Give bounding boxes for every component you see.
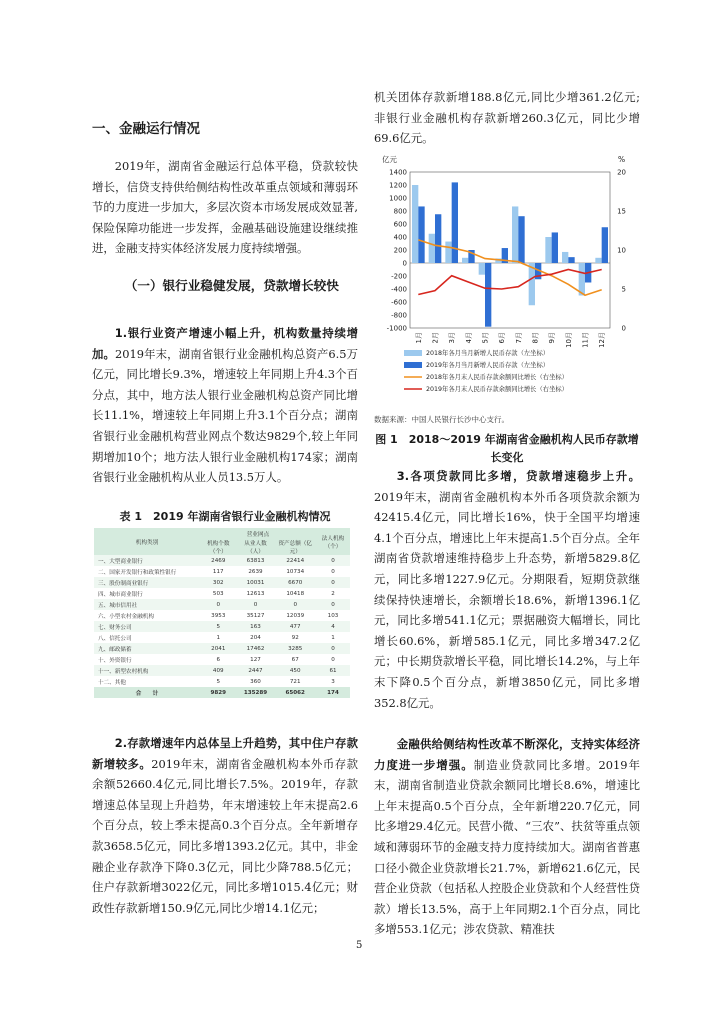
- col-header-type: 机构类别: [94, 528, 200, 555]
- row-count: 5: [200, 676, 237, 687]
- row-legal: 61: [316, 665, 350, 676]
- row-staff: 10031: [237, 577, 275, 588]
- line-2019-growth: [418, 270, 601, 295]
- row-legal: 103: [316, 610, 350, 621]
- col-header-group: 营业网点: [200, 528, 316, 539]
- paragraph-3-lead: 3.各项贷款同比多增，贷款增速稳步上升。: [396, 469, 640, 483]
- row-legal: 0: [316, 654, 350, 665]
- intro-paragraph: 2019年，湖南省金融运行总体平稳，贷款较快增长，信贷支持供给侧结构性改革重点领域和薄弱环节的力度进一步加大，多层次资本市场发展成效显著,保险保障功能进一步发挥，金融基础设施建设继续推进，金融支持实体经济发展力度持续增强。: [92, 159, 358, 256]
- table-row: [94, 577, 350, 588]
- right-tick-label: 10: [617, 246, 626, 255]
- row-name: 十、外资银行: [94, 654, 200, 665]
- row-name: 九、邮政储蓄: [94, 643, 200, 654]
- x-tick-label: 1月: [414, 332, 423, 344]
- row-name: 一、大型商业银行: [94, 555, 200, 566]
- row-count: 409: [200, 665, 237, 676]
- bar-2018: [529, 263, 535, 305]
- row-assets: 721: [274, 676, 316, 687]
- row-name: 四、城市商业银行: [94, 588, 200, 599]
- table-total-row: [94, 687, 350, 698]
- legend-label: 2018年各月末人民币存款余额同比增长（右坐标）: [426, 374, 568, 381]
- row-name: 三、股份制商业银行: [94, 577, 200, 588]
- table-row: [94, 588, 350, 599]
- total-count: 9829: [200, 687, 237, 698]
- x-tick-label: 5月: [481, 332, 490, 344]
- bar-2019: [485, 263, 491, 327]
- left-tick-label: 600: [393, 220, 407, 229]
- table-row: [94, 632, 350, 643]
- paragraph-3: [374, 466, 640, 713]
- bar-2018: [429, 234, 435, 263]
- x-tick-label: 4月: [464, 332, 473, 344]
- x-tick-label: 7月: [514, 332, 523, 344]
- table-title: 表 1 2019 年湖南省银行业金融机构情况: [119, 510, 331, 523]
- row-legal: 2: [316, 588, 350, 599]
- table-row: [94, 599, 350, 610]
- table-row: [94, 665, 350, 676]
- row-name: 五、城市信用社: [94, 599, 200, 610]
- row-legal: 0: [316, 566, 350, 577]
- bar-2018: [445, 242, 451, 263]
- table-row: [94, 654, 350, 665]
- bar-2018: [545, 237, 551, 263]
- row-legal: 0: [316, 599, 350, 610]
- right-axis-unit: %: [618, 155, 626, 164]
- row-name: 六、小型农村金融机构: [94, 610, 200, 621]
- left-tick-label: 1400: [389, 168, 407, 177]
- row-assets: 450: [274, 665, 316, 676]
- table-row: [94, 566, 350, 577]
- paragraph-2-continued: 机关团体存款新增188.8亿元,同比少增361.2亿元;非银行业金融机构存款新增260.3亿元，同比少增69.6亿元。: [374, 90, 640, 146]
- row-name: 十二、其他: [94, 676, 200, 687]
- bar-2018: [562, 252, 568, 263]
- bar-2019: [602, 227, 608, 263]
- paragraph-2: [92, 733, 358, 918]
- deposit-growth-chart: [374, 150, 640, 412]
- row-count: 3953: [200, 610, 237, 621]
- bar-2018: [462, 258, 468, 263]
- row-count: 503: [200, 588, 237, 599]
- row-legal: 0: [316, 643, 350, 654]
- subsection-title: （一）银行业稳健发展，贷款增长较快: [124, 278, 339, 293]
- total-label: 合 计: [94, 687, 200, 698]
- left-tick-label: 0: [402, 259, 407, 268]
- x-tick-label: 9月: [548, 332, 557, 344]
- row-count: 0: [200, 599, 237, 610]
- total-legal: 174: [316, 687, 350, 698]
- left-tick-label: 400: [393, 233, 407, 242]
- x-tick-label: 2月: [431, 332, 440, 344]
- left-tick-label: 800: [393, 207, 407, 216]
- row-staff: 204: [237, 632, 275, 643]
- row-staff: 12613: [237, 588, 275, 599]
- legend-label: 2018年各月当月新增人民币存款（左坐标）: [426, 350, 550, 357]
- x-tick-label: 10月: [564, 332, 573, 348]
- right-tick-label: 15: [617, 207, 626, 216]
- row-assets: 10418: [274, 588, 316, 599]
- right-tick-label: 5: [621, 285, 626, 294]
- x-tick-label: 12月: [598, 332, 607, 348]
- bar-2019: [518, 216, 524, 263]
- bar-2019: [568, 257, 574, 263]
- paragraph-1-text: 2019年末，湖南省银行业金融机构总资产6.5万亿元，同比增长9.3%，增速较上年同期上升4.3个百分点，其中，地方法人银行业金融机构总资产同比增长11.1%，增速较上年同期上升3.1个百分点；湖南省银行业金融机构营业网点个数达9829个,较上年同期增加10个；地方法人银行业金融机构174家；湖南省银行业金融机构从业人员13.5万人。: [92, 346, 358, 485]
- left-tick-label: -600: [391, 298, 407, 307]
- left-axis-unit: 亿元: [382, 155, 397, 164]
- row-name: 二、国家开发银行和政策性银行: [94, 566, 200, 577]
- row-assets: 22414: [274, 555, 316, 566]
- bar-2018: [579, 263, 585, 296]
- x-tick-label: 6月: [498, 332, 507, 344]
- bar-2018: [479, 263, 485, 275]
- left-tick-label: -800: [391, 311, 407, 320]
- left-tick-label: -200: [391, 272, 407, 281]
- paragraph-4-text: 制造业贷款同比多增。2019年末，湖南省制造业贷款余额同比增长8.6%，增速比上年末提高0.5个百分点，全年新增220.7亿元，同比多增29.4亿元。民营小微、“三农”、扶贫等重点领域和薄弱环节的金融支持力度持续加大。湖南省普惠口径小微企业贷款增长21.7%，新增621.6亿元，民营企业贷款（包括私人控股企业贷款和个人经营性贷款）增长13.5%，高于上年同期2.1个百分点，同比多增553.1亿元；涉农贷款、精准扶: [374, 757, 640, 937]
- table-row: [94, 676, 350, 687]
- paragraph-4: [374, 734, 640, 940]
- row-assets: 12039: [274, 610, 316, 621]
- row-staff: 2447: [237, 665, 275, 676]
- row-name: 七、财务公司: [94, 621, 200, 632]
- left-tick-label: -1000: [386, 324, 407, 333]
- row-assets: 10734: [274, 566, 316, 577]
- x-tick-label: 8月: [531, 332, 540, 344]
- paragraph-2-lead: 2.存款增速年内总体呈上升趋势，其中住户存款新增较多。: [92, 736, 358, 771]
- bar-2018: [595, 258, 601, 263]
- figure-caption: 图 1 2018～2019 年湖南省金融机构人民币存款增长变化: [375, 433, 639, 464]
- row-count: 2041: [200, 643, 237, 654]
- bar-2019: [552, 232, 558, 263]
- section-title: 一、金融运行情况: [92, 121, 200, 137]
- row-count: 5: [200, 621, 237, 632]
- row-legal: 1: [316, 632, 350, 643]
- row-assets: 92: [274, 632, 316, 643]
- row-legal: 0: [316, 577, 350, 588]
- row-legal: 3: [316, 676, 350, 687]
- legend-label: 2019年各月末人民币存款余额同比增长（右坐标）: [426, 386, 568, 393]
- col-header-count: 机构个数（个）: [200, 539, 237, 555]
- paragraph-4-lead: 金融供给侧结构性改革不断深化，支持实体经济力度进一步增强。: [374, 737, 640, 772]
- table-row: [94, 610, 350, 621]
- row-name: 八、信托公司: [94, 632, 200, 643]
- chart-source: 数据来源：中国人民银行长沙中心支行。: [374, 415, 509, 424]
- total-assets: 65062: [274, 687, 316, 698]
- row-assets: 477: [274, 621, 316, 632]
- row-name: 十一、新型农村机构: [94, 665, 200, 676]
- page-number: 5: [356, 940, 363, 951]
- row-count: 2469: [200, 555, 237, 566]
- row-staff: 127: [237, 654, 275, 665]
- row-assets: 6670: [274, 577, 316, 588]
- paragraph-1-lead: 1.银行业资产增速小幅上升，机构数量持续增加。: [92, 326, 358, 361]
- x-tick-label: 3月: [448, 332, 457, 344]
- table-row: [94, 555, 350, 566]
- row-staff: 35127: [237, 610, 275, 621]
- row-staff: 63813: [237, 555, 275, 566]
- row-staff: 360: [237, 676, 275, 687]
- row-legal: 0: [316, 555, 350, 566]
- row-assets: 67: [274, 654, 316, 665]
- row-staff: 163: [237, 621, 275, 632]
- right-tick-label: 20: [617, 168, 626, 177]
- row-count: 1: [200, 632, 237, 643]
- table-row: [94, 621, 350, 632]
- right-tick-label: 0: [621, 324, 626, 333]
- bar-2019: [452, 182, 458, 263]
- bank-institution-table: [94, 528, 350, 698]
- row-count: 302: [200, 577, 237, 588]
- row-legal: 4: [316, 621, 350, 632]
- row-assets: 3285: [274, 643, 316, 654]
- row-staff: 2639: [237, 566, 275, 577]
- bar-2019: [435, 214, 441, 263]
- col-header-legal: 法人机构（个）: [316, 528, 350, 555]
- legend-swatch: [404, 350, 422, 356]
- paragraph-1: [92, 323, 358, 488]
- bar-2018: [412, 185, 418, 263]
- legend-label: 2019年各月当月新增人民币存款（左坐标）: [426, 362, 550, 369]
- paragraph-2-text: 2019年末，湖南省金融机构本外币存款余额52660.4亿元,同比增长7.5%。2019年，存款增速总体呈现上升趋势，年末增速较上年末提高2.6个百分点，较上季末提高0.3个百分点。全年新增存款3658.5亿元，同比多增1393.2亿元。其中，非金融企业存款净下降0.3亿元，同比少降788.5亿元；住户存款新增3022亿元，同比多增1015.4亿元；财政性存款新增150.9亿元,同比少增14.1亿元；: [92, 756, 358, 915]
- row-count: 117: [200, 566, 237, 577]
- legend-swatch: [404, 362, 422, 368]
- table-row: [94, 643, 350, 654]
- left-tick-label: 1200: [389, 181, 407, 190]
- paragraph-3-text: 2019年末，湖南省金融机构本外币各项贷款余额为42415.4亿元，同比增长16%，快于全国平均增速4.1个百分点，增速比上年末提高1.5个百分点。全年湖南省贷款增速维持稳步上升态势，新增5829.8亿元，同比多增1227.9亿元。分期限看，短期贷款继续保持快速增长，余额增长18.6%，新增1396.1亿元，同比多增541.1亿元；票据融资大幅增长，同比增长60.6%，新增585.1亿元，同比多增347.2亿元；中长期贷款增长平稳，同比增长14.2%，与上年末下降0.5个百分点，新增3850亿元，同比多增352.8亿元。: [374, 489, 640, 710]
- left-tick-label: 1000: [389, 194, 407, 203]
- col-header-assets: 资产总额（亿元）: [274, 539, 316, 555]
- total-staff: 135289: [237, 687, 275, 698]
- x-tick-label: 11月: [581, 332, 590, 348]
- row-count: 6: [200, 654, 237, 665]
- col-header-staff: 从业人数（人）: [237, 539, 275, 555]
- row-staff: 17462: [237, 643, 275, 654]
- row-staff: 0: [237, 599, 275, 610]
- row-assets: 0: [274, 599, 316, 610]
- bar-2019: [418, 206, 424, 263]
- left-tick-label: -400: [391, 285, 407, 294]
- left-tick-label: 200: [393, 246, 407, 255]
- bar-2018: [512, 206, 518, 263]
